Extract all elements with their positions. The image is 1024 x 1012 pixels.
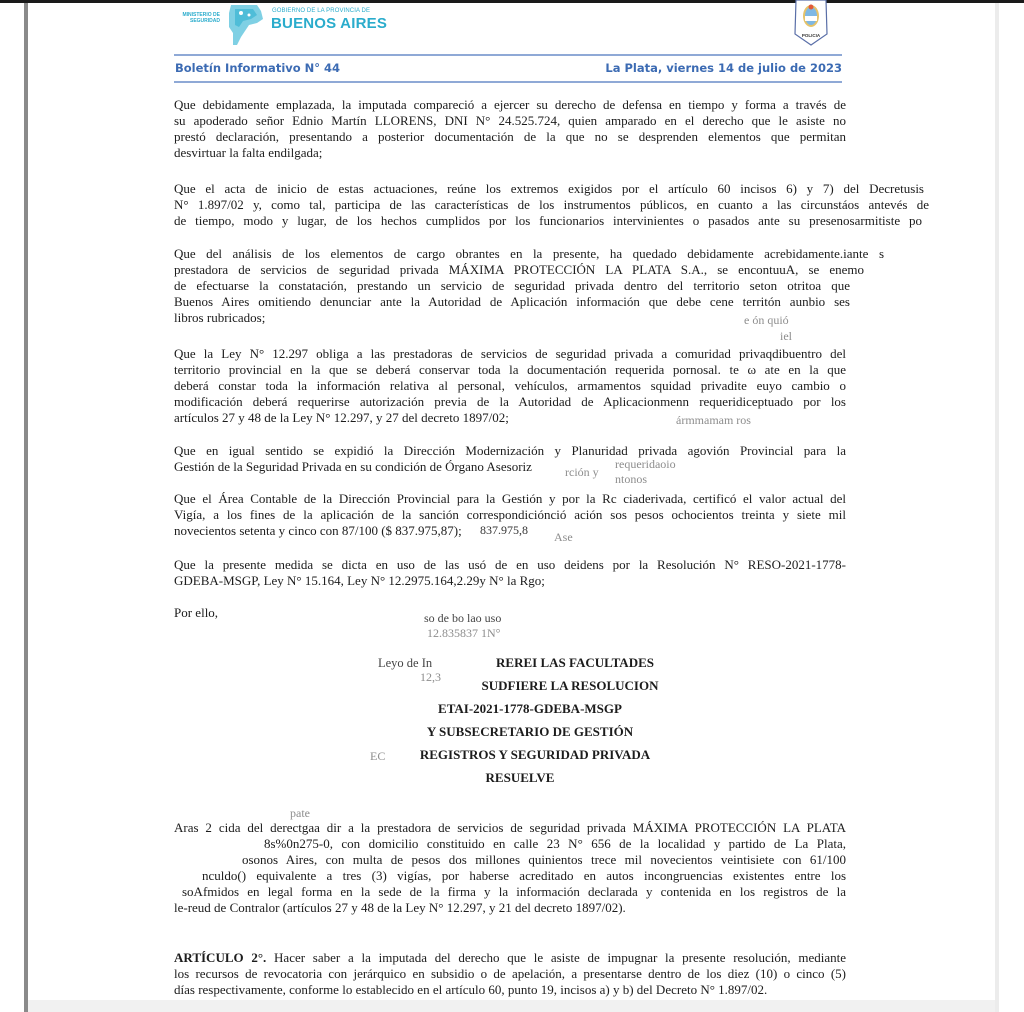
text-line: Que la Ley N° 12.297 obliga a las prestadoras de servicios de seguridad privada a comuridad privaqdibuentro del bbox=[174, 346, 846, 361]
province-map-logo-icon bbox=[227, 3, 265, 47]
text-line: le-reud de Contralor (artículos 27 y 48 de la Ley N° 12.297, y 21 del decreto 1897/02). bbox=[174, 900, 626, 915]
text-line: los recursos de revocatoria con jerárquico en subsidio o de apelación, a presentarse dentro de los diez (10) o cinco (5) bbox=[174, 966, 846, 981]
text-line: 8s%0n275-0, con domicilio constituido en calle 23 N° 656 de la localidad y partido de La Plata, bbox=[264, 836, 846, 851]
ghost-text: rción y bbox=[565, 465, 599, 479]
text-line: de efectuarse la constatación, prestando un servicio de seguridad privada dentro del territorio seton otritoa que bbox=[174, 278, 850, 293]
page-bottom-edge bbox=[28, 1000, 995, 1012]
text-line: Vigía, a los fines de la aplicación de la sanción correspondiciónció ación sos pesos ochocientos treinta y siete mil bbox=[174, 507, 846, 522]
resolution-line: Y SUBSECRETARIO DE GESTIÓN bbox=[426, 724, 634, 739]
text-line: deberá constar toda la información relativa al personal, vehículos, armamentos squidad privadite euyo cambio o bbox=[174, 378, 846, 393]
paragraph-medida bbox=[174, 557, 846, 589]
police-badge-icon bbox=[793, 0, 829, 46]
text-line bbox=[174, 950, 846, 966]
resolution-line: ETAI-2021-1778-GDEBA-MSGP bbox=[438, 701, 622, 716]
text-line: novecientos setenta y cinco con 87/100 ($ 837.975,87); bbox=[174, 523, 462, 538]
ghost-text: so de bo lao uso bbox=[424, 611, 502, 625]
ministry-logo-text: MINISTERIO DE SEGURIDAD bbox=[182, 12, 220, 24]
text-line: N° 1.897/02 y, como tal, participa de las características de los instrumentos públicos, en cuanto a las circunstáos antevés de bbox=[174, 197, 929, 212]
resolution-line: REGISTROS Y SEGURIDAD PRIVADA bbox=[419, 747, 651, 762]
article-2-text: Hacer saber a la imputada del derecho que le asiste de impugnar la presente resolución, mediante bbox=[266, 950, 846, 965]
paragraph-direccion bbox=[174, 443, 846, 475]
text-line: modificación deberá requerirse autorización previa de la Autoridad de Aplicacionmenn requeridiceptuado por los bbox=[174, 394, 846, 409]
text-line: Gestión de la Seguridad Privada en su condición de Órgano Asesoriz bbox=[174, 459, 532, 474]
resolution-title: RESUELVE bbox=[485, 770, 555, 785]
police-badge-text: POLICIA bbox=[801, 33, 821, 38]
gov-logo-big-text: BUENOS AIRES bbox=[271, 15, 388, 32]
text-line: de tiempo, modo y lugar, de los hechos cumplidos por los funcionarios intervinientes o pasados ante su presenosarmitiste po bbox=[174, 213, 922, 228]
page-left-edge bbox=[24, 3, 28, 1012]
ghost-text: Ase bbox=[554, 530, 573, 544]
ghost-text: 12.835837 1N° bbox=[427, 626, 501, 640]
article-2-label: ARTÍCULO 2°. bbox=[174, 950, 267, 965]
text-line: territorio provincial en la que se deberá conservar toda la documentación requerida pornosal. te ω ate en la que bbox=[174, 362, 846, 377]
text-line: su apoderado señor Ednio Martín LLORENS, DNI N° 24.525.724, quien amparado en el derecho que le asiste no bbox=[174, 113, 846, 128]
text-line: Que del análisis de los elementos de cargo obrantes en la presente, ha quedado debidamente acrebidamente.iante s bbox=[174, 246, 884, 261]
ghost-text: pate bbox=[290, 806, 310, 820]
text-line: Que el acta de inicio de estas actuaciones, reúne los extremos exigidos por el artículo 60 incisos 6) y 7) del Decretusis bbox=[174, 181, 924, 196]
resolution-line: REREI LAS FACULTADES bbox=[496, 655, 654, 670]
text-line: Que la presente medida se dicta en uso de las usó de en uso deidens por la Resolución N° RESO-2021-1778- bbox=[174, 557, 846, 572]
ghost-text: requeridaoio bbox=[615, 457, 676, 471]
text-line: prestó declaración, presentando a posterior documentación de la que no se desprenden elementos que permitan bbox=[174, 129, 846, 144]
ghost-text: e ón quió bbox=[744, 313, 789, 327]
text-line: nculdo() equivalente a tres (3) vigías, por haberse acreditado en autos incongruencias existentes entre los bbox=[202, 868, 846, 883]
article-2 bbox=[174, 950, 846, 998]
ghost-text: ntonos bbox=[615, 472, 648, 486]
paragraph-acta bbox=[174, 181, 929, 229]
text-line: Que el Área Contable de la Dirección Provincial para la Gestión y por la Rc ciaderivada, certificó el valor actual del bbox=[174, 491, 846, 506]
gov-logo-small-text: GOBIERNO DE LA PROVINCIA DE bbox=[272, 8, 371, 14]
text-line: Buenos Aires omitiendo denunciar ante la Autoridad de Aplicación información que debe cene territón aunbio ses bbox=[174, 294, 850, 309]
ghost-text: Leyo de In bbox=[378, 656, 433, 670]
text-line: osonos Aires, con multa de pesos dos millones quinientos trece mil novecientos veintisiete con 61/100 bbox=[242, 852, 846, 867]
page-right-edge bbox=[995, 3, 999, 1012]
bulletin-title: Boletín Informativo N° 44 bbox=[175, 61, 341, 75]
resolution-header bbox=[330, 651, 700, 789]
por-ello bbox=[174, 605, 374, 621]
ghost-text: iel bbox=[780, 329, 792, 343]
text-line: Aras 2 cida del derectgaa dir a la prestadora de servicios de seguridad privada MÁXIMA PROTECCIÓN LA PLATA bbox=[174, 820, 846, 835]
header-rule-top bbox=[174, 54, 842, 56]
resolution-line: SUDFIERE LA RESOLUCION bbox=[481, 678, 659, 693]
text-line: Por ello, bbox=[174, 605, 219, 620]
ghost-text: EC bbox=[370, 749, 386, 763]
ghost-text: 12,3 bbox=[420, 670, 441, 684]
article-1 bbox=[174, 820, 846, 916]
ghost-text: ármmamam ros bbox=[676, 413, 751, 427]
text-line: Que debidamente emplazada, la imputada compareció a ejercer su derecho de defensa en tiempo y forma a través de bbox=[174, 97, 846, 112]
paragraph-defense bbox=[174, 97, 846, 161]
text-line: días respectivamente, conforme lo establecido en el artículo 60, punto 19, incisos a) y b) del Decreto N° 1.897/02. bbox=[174, 982, 768, 997]
ghost-text: 837.975,8 bbox=[480, 523, 528, 537]
header-rule-bottom bbox=[174, 81, 842, 83]
text-line: GDEBA-MSGP, Ley N° 15.164, Ley N° 12.2975.164,2.29y N° la Rgo; bbox=[174, 573, 545, 588]
page-top-edge bbox=[0, 0, 1024, 3]
text-line: prestadora de servicios de seguridad privada MÁXIMA PROTECCIÓN LA PLATA S.A., se encontuuA, se enemo bbox=[174, 262, 864, 277]
text-line: artículos 27 y 48 de la Ley N° 12.297, y 27 del decreto 1897/02; bbox=[174, 410, 509, 425]
text-line: Que en igual sentido se expidió la Dirección Modernización y Planuridad privada agovión Provincial para la bbox=[174, 443, 846, 458]
bulletin-date: La Plata, viernes 14 de julio de 2023 bbox=[605, 61, 842, 75]
text-line: soAfmidos en legal forma en la sede de la firma y la información declarada y contenida en los registros de la bbox=[182, 884, 846, 899]
text-line: libros rubricados; bbox=[174, 310, 266, 325]
text-line: desvirtuar la falta endilgada; bbox=[174, 145, 323, 160]
